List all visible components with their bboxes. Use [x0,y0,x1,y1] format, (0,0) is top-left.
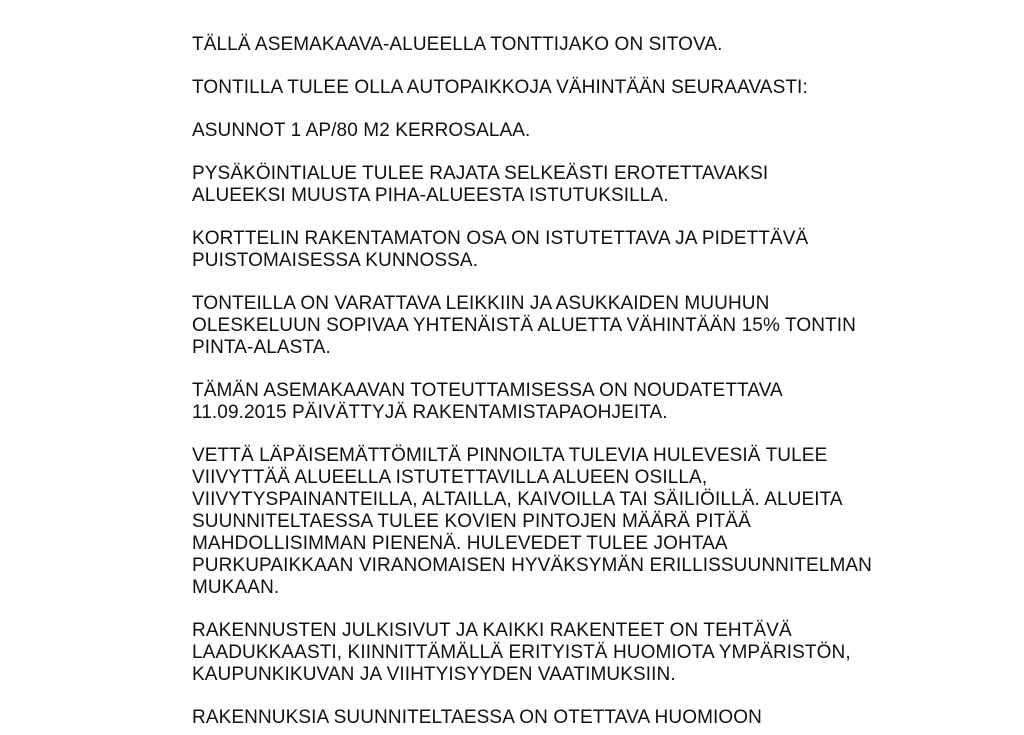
regulation-paragraph [192,120,992,142]
text-line: MUKAAN. [192,577,280,598]
text-line: RAKENNUSTEN JULKISIVUT JA KAIKKI RAKENTEET ON TEHTÄVÄ [192,620,792,641]
text-line: KAUPUNKIKUVAN JA VIIHTYISYYDEN VAATIMUKSIIN. [192,664,676,685]
regulation-paragraph [192,293,992,359]
text-line: SUUNNITELTAESSA TULEE KOVIEN PINTOJEN MÄÄRÄ PITÄÄ [192,511,751,532]
text-line: KORTTELIN RAKENTAMATON OSA ON ISTUTETTAVA JA PIDETTÄVÄ [192,228,809,249]
regulation-paragraph [192,228,992,272]
text-line: TONTILLA TULEE OLLA AUTOPAIKKOJA VÄHINTÄÄN SEURAAVASTI: [192,77,808,98]
regulation-paragraph [192,707,992,729]
text-line: MAHDOLLISIMMAN PIENENÄ. HULEVEDET TULEE JOHTAA [192,533,728,554]
text-line: TONTEILLA ON VARATTAVA LEIKKIIN JA ASUKKAIDEN MUUHUN [192,293,770,314]
text-line: ASUNNOT 1 AP/80 M2 KERROSALAA. [192,120,531,141]
text-line: PUISTOMAISESSA KUNNOSSA. [192,250,479,271]
text-line: PURKUPAIKKAAN VIRANOMAISEN HYVÄKSYMÄN ERILLISSUUNNITELMAN [192,555,873,576]
regulations-text [192,34,992,735]
regulation-paragraph [192,77,992,99]
text-line: TÄLLÄ ASEMAKAAVA-ALUEELLA TONTTIJAKO ON SITOVA. [192,34,723,55]
text-line: PYSÄKÖINTIALUE TULEE RAJATA SELKEÄSTI EROTETTAVAKSI [192,163,769,184]
text-line: 11.09.2015 PÄIVÄTTYJÄ RAKENTAMISTAPAOHJEITA. [192,402,668,423]
text-line: ALUEEKSI MUUSTA PIHA-ALUEESTA ISTUTUKSILLA. [192,185,669,206]
text-line: TÄMÄN ASEMAKAAVAN TOTEUTTAMISESSA ON NOUDATETTAVA [192,380,783,401]
regulation-paragraph [192,34,992,56]
text-line: OLESKELUUN SOPIVAA YHTENÄISTÄ ALUETTA VÄHINTÄÄN 15% TONTIN [192,315,856,336]
regulation-paragraph [192,445,992,599]
text-line: RAKENNUKSIA SUUNNITELTAESSA ON OTETTAVA HUOMIOON [192,707,762,728]
text-line: VIIVYTTÄÄ ALUEELLA ISTUTETTAVILLA ALUEEN OSILLA, [192,467,708,488]
text-line: VIIVYTYSPAINANTEILLA, ALTAILLA, KAIVOILLA TAI SÄILIÖILLÄ. ALUEITA [192,489,843,510]
text-line: LAADUKKAASTI, KIINNITTÄMÄLLÄ ERITYISTÄ HUOMIOTA YMPÄRISTÖN, [192,642,851,663]
regulation-paragraph [192,380,992,424]
text-line: VETTÄ LÄPÄISEMÄTTÖMILTÄ PINNOILTA TULEVIA HULEVESIÄ TULEE [192,445,828,466]
regulation-paragraph [192,620,992,686]
text-line: PINTA-ALASTA. [192,337,331,358]
regulation-paragraph [192,163,992,207]
